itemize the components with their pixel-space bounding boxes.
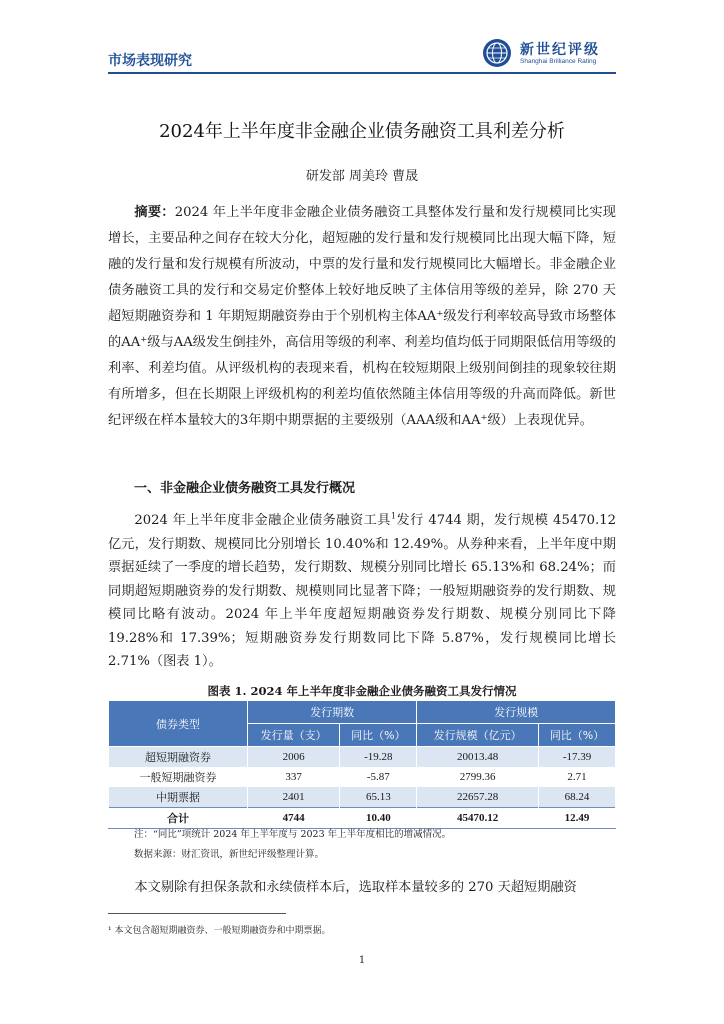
header-divider: [108, 72, 616, 74]
abstract-text: 2024 年上半年度非金融企业债务融资工具整体发行量和发行规模同比实现增长，主要品种之间存在较大分化，超短融的发行量和发行规模同比出现大幅下降，短融的发行量和发行规模有所波动，中票的发行量和发行规模同比大幅增长。非金融企业债务融资工具的发行和交易定价整体上较好地反映了主体信用等级的差异，除 270 天超短期融资券和 1 年期短期融资券由于个别机构主体AA⁺级发行利率较高导致市场整体的AA⁺级与AA级发生倒挂外，高信用等级的利率、利差均值均低于同期限低信用等级的利率、利差均值。从评级机构的表现来看，机构在较短期限上级别间倒挂的现象较往期有所增多，但在长期限上评级机构的利差均值依然随主体信用等级的升高而降低。新世纪评级在样本量较大的3年期中期票据的主要级别（AAA级和AA⁺级）上表现优异。: [108, 205, 616, 428]
footnote-ref[interactable]: 1: [390, 511, 396, 521]
col-header-scale: 发行规模（亿元）: [417, 724, 539, 747]
total-scale: 45470.12: [417, 808, 539, 829]
globe-emblem-icon: [482, 38, 512, 68]
issuance-table: [108, 700, 616, 829]
col-header-type: 债券类型: [109, 701, 248, 747]
paragraph-text-b: 发行 4744 期，发行规模 45470.12 亿元，发行期数、规模同比分别增长 10.40%和 12.49%。从券种来看，上半年度中期票据延续了一季度的增长趋势，发行期数、规模分别同比增长 65.13%和 68.24%；而同期超短期融资券的发行期数、规模则同比显著下降；一般短期融资券的发行期数、规模同比略有波动。2024 年上半年度超短期融资券发行期数、规模分别同比下降 19.28%和 17.39%；短期融资券发行期数同比下降 5.87%，发行规模同比增长 2.71%（图表 1）。: [108, 513, 616, 669]
row-count-yoy: -19.28: [340, 747, 417, 768]
row-type: 一般短期融资券: [109, 767, 248, 787]
paragraph-text-a: 2024 年上半年度非金融企业债务融资工具: [134, 513, 391, 528]
abstract-paragraph: [108, 200, 616, 434]
row-count-yoy: 65.13: [340, 787, 417, 808]
table-row: [109, 747, 616, 768]
total-count: 4744: [248, 808, 340, 829]
footnote: ¹ 本文包含超短期融资券、一般短期融资券和中期票据。: [108, 926, 331, 936]
row-scale: 22657.28: [417, 787, 539, 808]
continuation-paragraph: 本文剔除有担保条款和永续债样本后，选取样本量较多的 270 天超短期融资: [134, 880, 577, 895]
col-group-scale: 发行规模: [417, 701, 616, 724]
row-scale-yoy: 68.24: [539, 787, 616, 808]
total-label: 合计: [109, 808, 248, 829]
table-row: [109, 767, 616, 787]
company-logo: [482, 38, 612, 70]
row-count-yoy: -5.87: [340, 767, 417, 787]
total-scale-yoy: 12.49: [539, 808, 616, 829]
section1-paragraph: [108, 509, 616, 674]
logo-english-name: Shanghai Brilliance Rating: [520, 58, 597, 65]
row-scale-yoy: -17.39: [539, 747, 616, 768]
row-scale: 20013.48: [417, 747, 539, 768]
row-scale-yoy: 2.71: [539, 767, 616, 787]
col-header-count: 发行量（支）: [248, 724, 340, 747]
document-title: 2024年上半年度非金融企业债务融资工具利差分析: [159, 121, 565, 142]
section-heading-1: 一、非金融企业债务融资工具发行概况: [134, 481, 356, 496]
page-number: 1: [358, 955, 366, 966]
logo-chinese-name: 新世纪评级: [520, 42, 600, 58]
row-type: 中期票据: [109, 787, 248, 808]
row-type: 超短期融资券: [109, 747, 248, 768]
report-series-label: 市场表现研究: [108, 53, 192, 69]
row-scale: 2799.36: [417, 767, 539, 787]
table-caption: 图表 1. 2024 年上半年度非金融企业债务融资工具发行情况: [207, 684, 517, 698]
col-header-count-yoy: 同比（%）: [340, 724, 417, 747]
col-group-count: 发行期数: [248, 701, 417, 724]
col-header-scale-yoy: 同比（%）: [539, 724, 616, 747]
row-count: 2006: [248, 747, 340, 768]
data-source-note: 数据来源：财汇资讯，新世纪评级整理计算。: [134, 849, 325, 860]
row-count: 337: [248, 767, 340, 787]
abstract-label: 摘要：: [134, 205, 175, 220]
table-note: 注：“同比”项统计 2024 年上半年度与 2023 年上半年度相比的增减情况。: [134, 829, 452, 840]
authors-line: 研发部 周美玲 曹晟: [305, 169, 419, 184]
total-count-yoy: 10.40: [340, 808, 417, 829]
table-row: [109, 787, 616, 808]
footnote-divider: [108, 913, 286, 914]
row-count: 2401: [248, 787, 340, 808]
